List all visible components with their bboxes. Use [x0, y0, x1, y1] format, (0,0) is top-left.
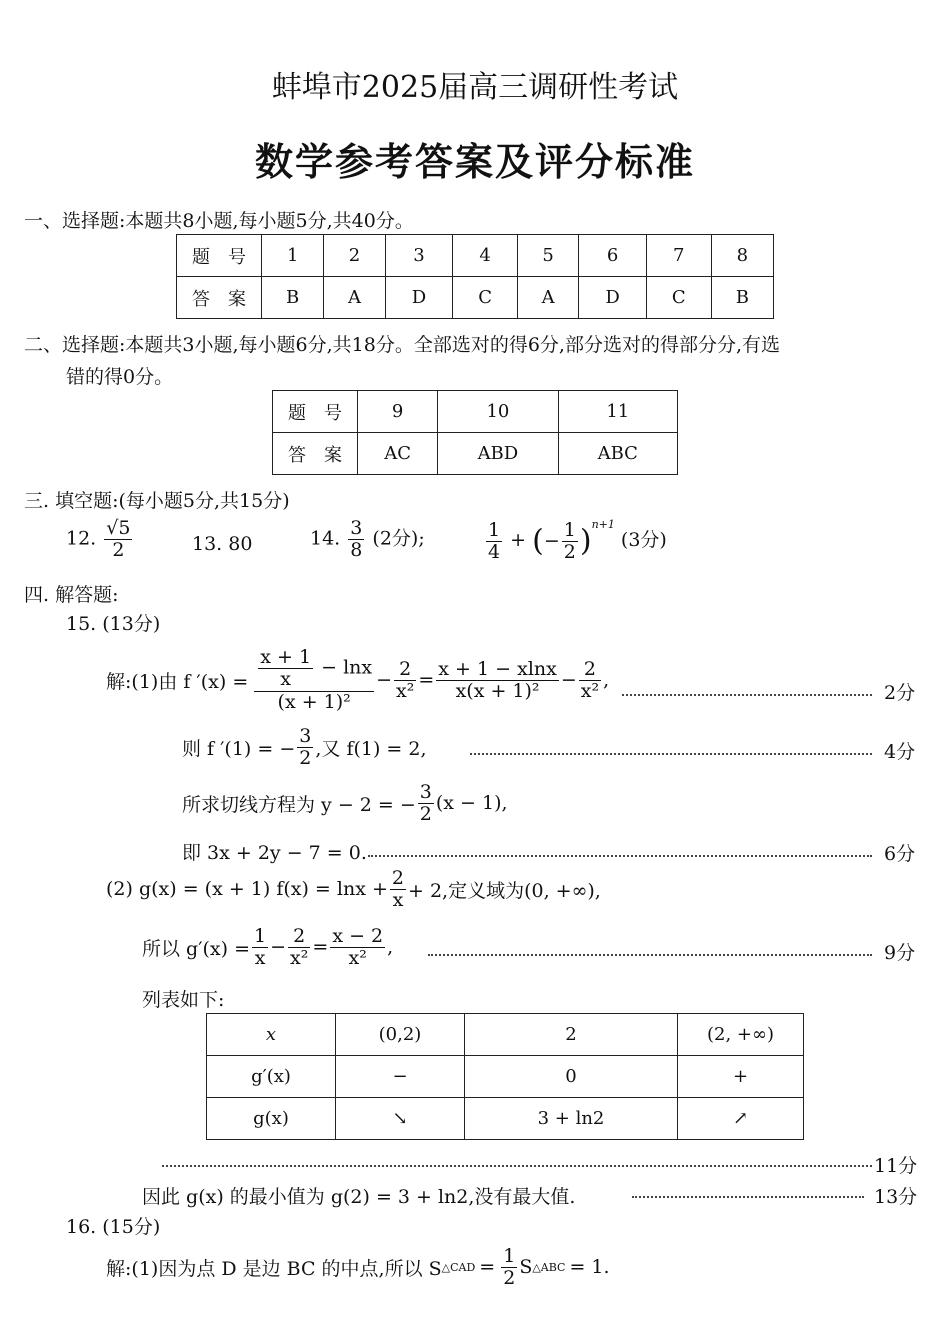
- table-cell: +: [678, 1056, 804, 1098]
- frac-numerator: 2: [391, 866, 404, 889]
- score-6: 6分: [884, 843, 916, 865]
- step5-lead: (2) g(x) = (x + 1) f(x) = lnx +: [106, 878, 388, 900]
- step5-tail: + 2,定义域为(0, +∞),: [407, 879, 601, 902]
- minus-sign: −: [270, 936, 287, 958]
- step2-lead: 则 f ′(1) = −: [182, 737, 296, 760]
- step6-lead: 所以 g′(x) =: [142, 937, 251, 960]
- paren-right: ): [579, 523, 592, 559]
- q16-heading: 16. (15分): [66, 1216, 161, 1238]
- frac-numerator: 1: [503, 1244, 516, 1267]
- answer-key-title: 数学参考答案及评分标准: [254, 140, 695, 184]
- question-number: 10: [438, 391, 558, 433]
- answer-cell: ABC: [558, 433, 677, 475]
- answer-12: [66, 518, 134, 561]
- answer-cell: D: [385, 277, 453, 319]
- decreasing-arrow-icon: ↘: [336, 1098, 465, 1140]
- q15-heading: 15. (13分): [66, 613, 161, 635]
- answer-cell: A: [517, 277, 578, 319]
- question-number: 6: [579, 235, 647, 277]
- q14-denominator: 8: [350, 538, 363, 561]
- q14b-numerator: 1: [488, 518, 501, 541]
- answer-cell: C: [646, 277, 711, 319]
- table-header: (2, +∞): [678, 1014, 804, 1056]
- comma: ,: [387, 936, 394, 958]
- inner-tail: − lnx: [321, 656, 373, 679]
- step2-tail: ,又 f(1) = 2,: [315, 737, 427, 760]
- q12-denominator: 2: [112, 538, 125, 561]
- equals-sign: =: [479, 1256, 496, 1278]
- subscript: △ABC: [532, 1260, 566, 1274]
- score-9: 9分: [884, 942, 916, 964]
- score-4: 4分: [884, 741, 916, 763]
- frac-numerator: 3: [299, 724, 312, 747]
- part1-answer-table: [176, 234, 774, 319]
- solution-line-2: [182, 724, 427, 770]
- subscript: △CAD: [441, 1260, 476, 1274]
- answer-cell: B: [262, 277, 324, 319]
- question-number: 11: [558, 391, 677, 433]
- step9-tail: = 1.: [569, 1256, 610, 1278]
- frac-denominator: 2: [299, 746, 312, 769]
- solution-line-7: 列表如下:: [142, 989, 225, 1011]
- answer-cell: D: [579, 277, 647, 319]
- dot-leader: [428, 954, 872, 956]
- solution-line-1: [106, 640, 609, 720]
- solution-line-5: [106, 866, 601, 912]
- frac-numerator: x + 1 − xlnx: [438, 657, 557, 680]
- q14-label: 14.: [310, 527, 341, 550]
- dot-leader: [162, 1165, 872, 1167]
- inner-numerator: x + 1: [260, 645, 312, 668]
- dot-leader: [622, 694, 872, 696]
- question-number: 9: [358, 391, 438, 433]
- frac-denominator: x²: [580, 679, 600, 702]
- score-2: 2分: [884, 682, 916, 704]
- solution-line-4: 即 3x + 2y − 7 = 0.: [182, 842, 367, 864]
- variation-table: [206, 1013, 804, 1140]
- area-symbol: S: [519, 1256, 533, 1278]
- solution-line-9: [106, 1244, 610, 1290]
- frac-numerator: 3: [419, 780, 432, 803]
- frac-denominator: 2: [419, 802, 432, 825]
- q14-score-2: (3分): [620, 529, 667, 551]
- table-row-label: 题 号: [273, 391, 358, 433]
- frac-numerator: 2: [579, 659, 601, 681]
- answer-cell: ABD: [438, 433, 558, 475]
- table-cell: g′(x): [207, 1056, 336, 1098]
- equals-sign: =: [312, 936, 329, 958]
- dot-leader: [632, 1196, 864, 1198]
- part4-heading: 四. 解答题:: [24, 584, 119, 606]
- answer-cell: C: [453, 277, 518, 319]
- frac-denominator: x(x + 1)²: [455, 679, 540, 702]
- answer-13: 13. 80: [192, 533, 253, 555]
- step9-lead: 解:(1)因为点 D 是边 BC 的中点,所以 S: [106, 1257, 442, 1280]
- answer-cell: B: [711, 277, 773, 319]
- question-number: 4: [453, 235, 518, 277]
- q14b-denominator: 4: [488, 540, 501, 563]
- solution-line-3: [182, 780, 508, 826]
- table-header: x: [207, 1014, 336, 1056]
- frac-numerator: 2: [394, 659, 416, 681]
- q12-label: 12.: [66, 527, 97, 550]
- question-number: 5: [517, 235, 578, 277]
- table-row-label: 题 号: [177, 235, 262, 277]
- q14c-denominator: 2: [563, 540, 576, 563]
- part2-heading: 二、选择题:本题共3小题,每小题6分,共18分。全部选对的得6分,部分选对的得部分分,有选: [24, 334, 781, 356]
- frac-denominator: x: [254, 946, 266, 969]
- part3-heading: 三. 填空题:(每小题5分,共15分): [24, 490, 290, 512]
- answer-cell: A: [324, 277, 385, 319]
- question-number: 3: [385, 235, 453, 277]
- table-row-label: 答 案: [177, 277, 262, 319]
- table-cell: g(x): [207, 1098, 336, 1140]
- table-cell: 3 + ln2: [465, 1098, 678, 1140]
- score-13: 13分: [874, 1186, 918, 1208]
- step3-tail: (x − 1),: [435, 792, 508, 814]
- question-number: 2: [324, 235, 385, 277]
- frac-numerator: 1: [254, 924, 267, 947]
- table-cell: −: [336, 1056, 465, 1098]
- minus-sign: −: [376, 669, 393, 691]
- step3-lead: 所求切线方程为 y − 2 = −: [182, 793, 416, 816]
- step1-lead: 解:(1)由 f ′(x) =: [106, 670, 249, 693]
- exam-title: 蚌埠市2025届高三调研性考试: [271, 70, 679, 105]
- part2-heading-cont: 错的得0分。: [66, 366, 174, 388]
- table-cell: 0: [465, 1056, 678, 1098]
- dot-leader: [368, 855, 872, 857]
- comma: ,: [603, 669, 610, 691]
- question-number: 1: [262, 235, 324, 277]
- score-11: 11分: [874, 1155, 918, 1177]
- table-header: (0,2): [336, 1014, 465, 1056]
- answer-14a: [310, 518, 425, 561]
- frac-denominator: 2: [503, 1266, 516, 1289]
- outer-denominator: (x + 1)²: [277, 691, 351, 714]
- dot-leader: [470, 753, 872, 755]
- frac-denominator: x: [392, 888, 404, 911]
- frac-numerator: 2: [288, 926, 310, 948]
- frac-denominator: x²: [348, 946, 367, 969]
- question-number: 8: [711, 235, 773, 277]
- frac-denominator: x²: [396, 679, 415, 702]
- increasing-arrow-icon: ↗: [678, 1098, 804, 1140]
- inner-denominator: x: [280, 667, 292, 690]
- solution-line-6: [142, 924, 393, 970]
- frac-denominator: x²: [290, 946, 309, 969]
- paren-left: (: [532, 523, 544, 559]
- q14-numerator: 3: [350, 517, 363, 539]
- solution-line-8: 因此 g(x) 的最小值为 g(2) = 3 + ln2,没有最大值.: [142, 1186, 576, 1208]
- part1-heading: 一、选择题:本题共8小题,每小题5分,共40分。: [24, 210, 414, 232]
- question-number: 7: [646, 235, 711, 277]
- answer-cell: AC: [358, 433, 438, 475]
- q12-numerator: √5: [106, 517, 131, 539]
- q14c-numerator: 1: [563, 518, 576, 541]
- q14-exponent: n+1: [591, 518, 615, 531]
- q14-plus: +: [510, 529, 527, 551]
- table-header: 2: [465, 1014, 678, 1056]
- q14-score-1: (2分);: [372, 527, 425, 550]
- minus-sign: −: [560, 669, 577, 691]
- answer-14b: $\frac{1}{4}$ + (− $\frac{1}{2}$ )$^{n+1}$ (3分): [488, 518, 667, 563]
- frac-numerator: x − 2: [332, 924, 384, 947]
- table-row-label: 答 案: [273, 433, 358, 475]
- equals-sign: =: [418, 669, 435, 691]
- part2-answer-table: [272, 390, 678, 475]
